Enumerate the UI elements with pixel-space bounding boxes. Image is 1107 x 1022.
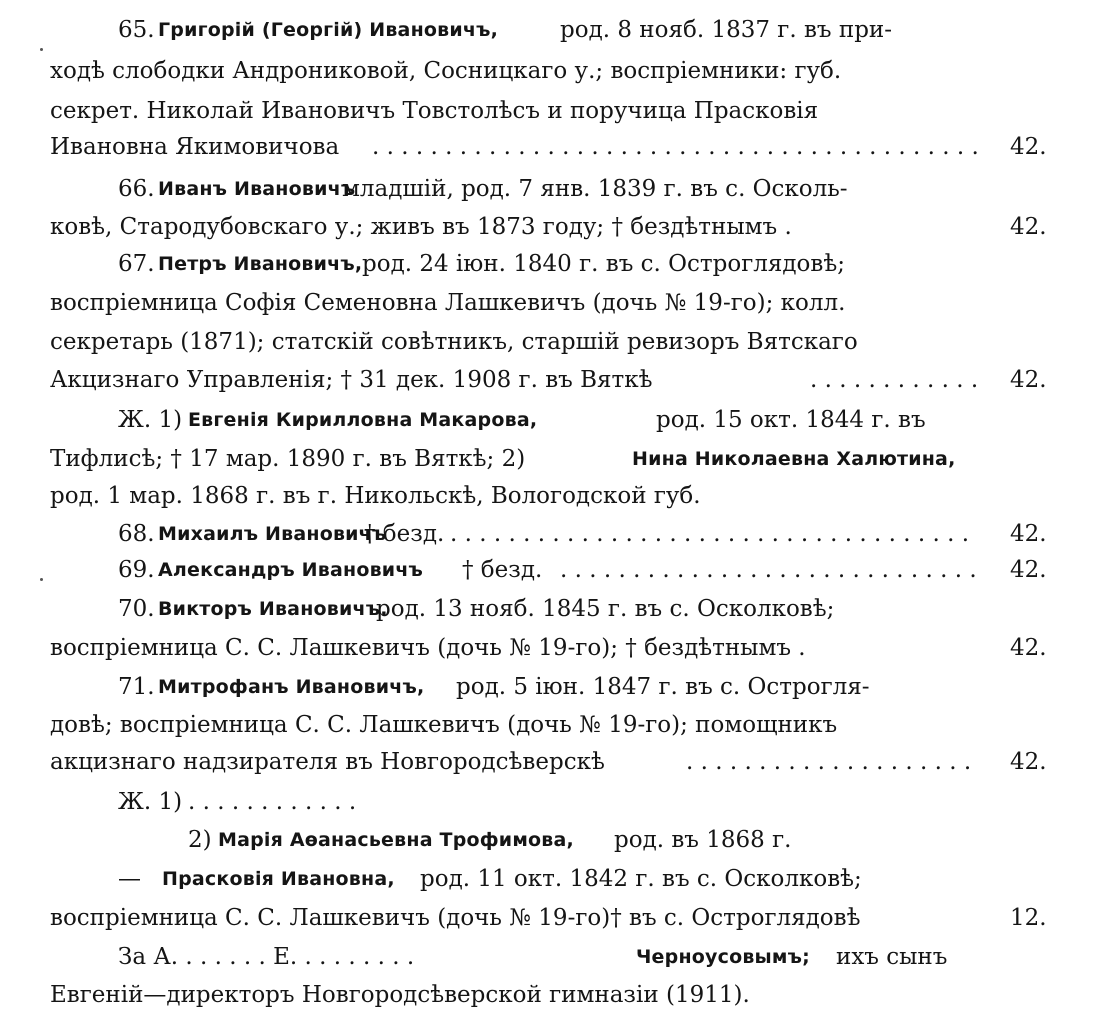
entry-70-line-1 [0,592,1107,626]
leader-dots [810,363,978,397]
daughter-line-2 [0,901,1107,935]
leader-dots [188,785,358,819]
page-ref: 42. [1010,367,1047,393]
entry-text: секретарь (1871); статскій совѣтникъ, старшій ревизоръ Вятскаго [50,329,858,355]
entry-65-line-4 [0,130,1107,164]
page-ref: 42. [1010,749,1047,775]
person-name: Викторъ Ивановичъ. [158,598,388,620]
wife-67-line-2 [0,442,1107,476]
person-name: Александръ Ивановичъ [158,559,424,581]
entry-number: 69. [118,557,155,583]
entry-68-line-1 [0,517,1107,551]
entry-69-line-1 [0,553,1107,587]
entry-number: 65. [118,17,155,43]
person-name: Петръ Ивановичъ, [158,253,363,275]
wife-67-line-3 [0,479,1107,513]
entry-66-line-2 [0,210,1107,244]
entry-67-line-1 [0,247,1107,281]
person-name: Иванъ Ивановичъ [158,178,356,200]
entry-text: † безд. [462,557,543,583]
person-name: Нина Николаевна Халютина, [632,448,956,470]
entry-71-line-3 [0,745,1107,779]
page-ref: 42. [1010,635,1047,661]
page-ref: 42. [1010,134,1047,160]
print-speck [40,48,43,51]
entry-text: воспріемница С. С. Лашкевичъ (дочь № 19-го); † бездѣтнымъ . [50,635,806,661]
wife-71-line-1 [0,785,1107,819]
person-name: Марія Аѳанасьевна Трофимова, [218,829,574,851]
person-name: Прасковія Ивановна, [162,868,395,890]
entry-67-line-2 [0,286,1107,320]
leader-dots [686,745,978,779]
entry-71-line-1 [0,670,1107,704]
entry-number: 70. [118,596,155,622]
person-name: Михаилъ Ивановичъ [158,523,387,545]
page-ref: 42. [1010,557,1047,583]
entry-text: младшій, род. 7 янв. 1839 г. въ с. Осколь- [342,176,848,202]
entry-text: род. 1 мар. 1868 г. въ г. Никольскѣ, Вологодской губ. [50,483,701,509]
entry-text: акцизнаго надзирателя въ Новгородсѣверскѣ [50,749,605,775]
entry-text: Акцизнаго Управленія; † 31 дек. 1908 г. въ Вяткѣ [50,367,653,393]
entry-text: воспріемница С. С. Лашкевичъ (дочь № 19-го)† въ с. Остроглядовѣ [50,905,861,931]
page-ref: 12. [1010,905,1047,931]
leader-dots [560,553,978,587]
entry-70-line-2 [0,631,1107,665]
entry-65-line-1 [0,13,1107,47]
dash: — [118,866,141,892]
person-name: Митрофанъ Ивановичъ, [158,676,425,698]
entry-text: род. 15 окт. 1844 г. въ [656,407,926,433]
page-ref: 42. [1010,214,1047,240]
entry-67-line-4 [0,363,1107,397]
leader-dots [372,130,977,164]
wife-label: Ж. 1) [118,407,183,433]
entry-65-line-3 [0,94,1107,128]
husband-line-1 [0,940,1107,974]
entry-text: За А. . . . . . . Е. . . . . . . . . [118,944,415,970]
wife-71-line-2 [0,823,1107,857]
wife-67-line-1 [0,403,1107,437]
entry-text: род. 13 нояб. 1845 г. въ с. Осколковѣ; [376,596,835,622]
entry-text: ковѣ, Стародубовскаго у.; живъ въ 1873 году; † бездѣтнымъ . [50,214,792,240]
entry-text: довѣ; воспріемница С. С. Лашкевичъ (дочь № 19-го); помощникъ [50,712,838,738]
entry-number: 66. [118,176,155,202]
entry-65-line-2 [0,54,1107,88]
entry-text: ихъ сынъ [836,944,948,970]
entry-text: Евгеній—директоръ Новгородсѣверской гимназіи (1911). [50,982,750,1008]
entry-text: воспріемница Софія Семеновна Лашкевичъ (дочь № 19-го); колл. [50,290,846,316]
entry-text: род. 24 іюн. 1840 г. въ с. Остроглядовѣ; [362,251,845,277]
entry-71-line-2 [0,708,1107,742]
entry-text: 2) [188,827,212,853]
entry-text: секрет. Николай Ивановичъ Товстолѣсъ и поручица Прасковія [50,98,819,124]
entry-number: 68. [118,521,155,547]
entry-number: 67. [118,251,155,277]
entry-67-line-3 [0,325,1107,359]
person-name: Евгенія Кирилловна Макарова, [188,409,538,431]
daughter-line-1 [0,862,1107,896]
entry-text: Ивановна Якимовичова [50,134,340,160]
entry-text: род. 8 нояб. 1837 г. въ при- [560,17,893,43]
entry-text: род. въ 1868 г. [614,827,792,853]
entry-number: 71. [118,674,155,700]
entry-text: † безд. [364,521,445,547]
person-name: Григорій (Георгій) Ивановичъ, [158,19,499,41]
entry-text: род. 11 окт. 1842 г. въ с. Осколковѣ; [420,866,862,892]
person-name: Черноусовымъ; [636,946,810,968]
page-ref: 42. [1010,521,1047,547]
entry-text: род. 5 іюн. 1847 г. въ с. Острогля- [456,674,870,700]
entry-text: Тифлисѣ; † 17 мар. 1890 г. въ Вяткѣ; 2) [50,446,526,472]
entry-text: ходѣ слободки Андрониковой, Сосницкаго у.; воспріемники: губ. [50,58,842,84]
husband-line-2 [0,978,1107,1012]
wife-label: Ж. 1) [118,789,183,815]
entry-66-line-1 [0,172,1107,206]
leader-dots [450,517,978,551]
